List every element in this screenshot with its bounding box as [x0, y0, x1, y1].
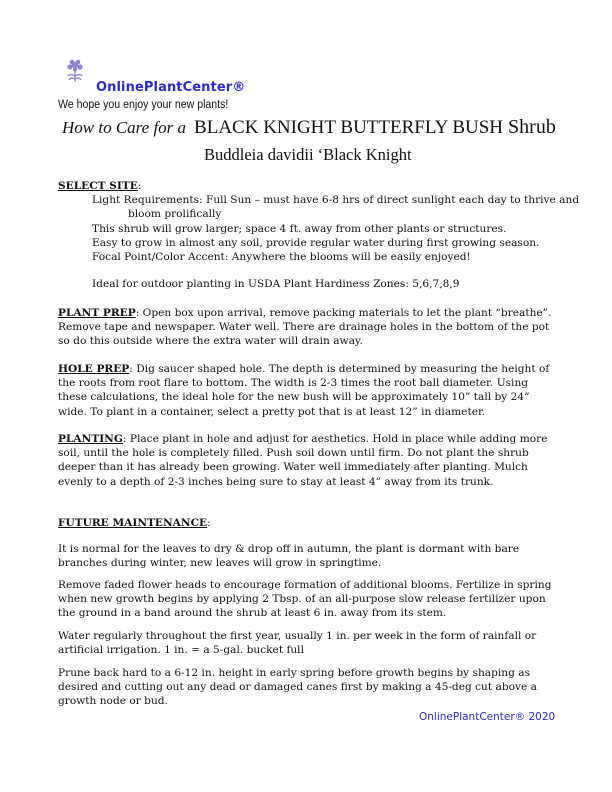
planting-text: : Place plant in hole and adjust for aesthetics. Hold in place while adding more soil, until the hole is completely filled. Push soil down until firm. Do not plant the shrub deeper than it has already been growing. Water well immediately after planting. Mulch evenly to a depth of 2-3 inches being sure to stay at least 4” away from its trunk. [58, 433, 548, 488]
plant-prep-text: : Open box upon arrival, remove packing materials to let the plant “breathe”. Remove tape and newspaper. Water well. There are drainage holes in the bottom of the pot so do this outside where the extra water will drain away. [58, 307, 552, 348]
tagline: We hope you enjoy your new plants! [58, 99, 229, 111]
maintenance-paragraph: It is normal for the leaves to dry & drop off in autumn, the plant is dormant with bare branches during winter, new leaves will grow in springtime. [58, 543, 520, 570]
section-planting [58, 432, 558, 489]
title-prefix: How to Care for a [62, 118, 187, 137]
maintenance-paragraph: Water regularly throughout the first year, usually 1 in. per week in the form of rainfall or artificial irrigation. 1 in. = a 5-gal. bucket full [58, 630, 537, 657]
maintenance-paragraph: Prune back hard to a 6-12 in. height in early spring before growth begins by shaping as desired and cutting out any dead or damaged canes first by making a 45-deg cut above a growth node or bud. [58, 667, 537, 708]
section-hole-prep [58, 362, 558, 419]
hole-prep-text: : Dig saucer shaped hole. The depth is determined by measuring the height of the roots from root flare to bottom. The width is 2-3 times the root ball diameter. Using these calculations, the ideal hole for the new bush will be approximately 10” tall by 24” wide. To plant in a container, select a pretty pot that is at least 12” in diameter. [58, 363, 550, 418]
section-plant-prep [58, 306, 558, 349]
footer-copyright: OnlinePlantCenter® 2020 [419, 711, 556, 723]
site-line-focal: Focal Point/Color Accent: Anywhere the blooms will be easily enjoyed! [92, 251, 471, 264]
heading-colon: : [207, 517, 211, 529]
botanical-name: Buddleia davidii ‘Black Knight [204, 145, 412, 164]
plant-name: BLACK KNIGHT BUTTERFLY BUSH [194, 117, 504, 138]
brand-name: OnlinePlantCenter® [96, 80, 246, 95]
section-heading-plant-prep: PLANT PREP [58, 307, 136, 319]
site-line-spacing: This shrub will grow larger; space 4 ft. away from other plants or structures. [92, 222, 507, 235]
section-future-maintenance [58, 516, 558, 530]
section-heading-hole-prep: HOLE PREP [58, 363, 130, 375]
section-heading-future-maintenance: FUTURE MAINTENANCE [58, 517, 208, 529]
section-select-site [58, 179, 580, 291]
section-heading-planting: PLANTING [58, 433, 123, 445]
flower-logo-icon [64, 58, 86, 84]
maintenance-paragraph: Remove faded flower heads to encourage formation of additional blooms. Fertilize in spring when new growth begins by applying 2 Tbsp. of an all-purpose slow release fertilizer upon the ground in a band around the shrub at least 6 in. away from its stem. [58, 579, 552, 620]
plant-type: Shrub [508, 116, 556, 138]
heading-colon: : [137, 180, 142, 192]
page-title [62, 116, 562, 139]
site-line-zones: Ideal for outdoor planting in USDA Plant Hardiness Zones: 5,6,7,8,9 [92, 278, 460, 291]
site-line-light: Light Requirements: Full Sun – must have 6-8 hrs of direct sunlight each day to thrive and [92, 194, 580, 207]
section-heading-select-site: SELECT SITE [58, 180, 138, 192]
site-line-light-cont: bloom prolifically [128, 208, 222, 221]
site-line-soil: Easy to grow in almost any soil, provide regular water during first growing season. [92, 236, 540, 249]
